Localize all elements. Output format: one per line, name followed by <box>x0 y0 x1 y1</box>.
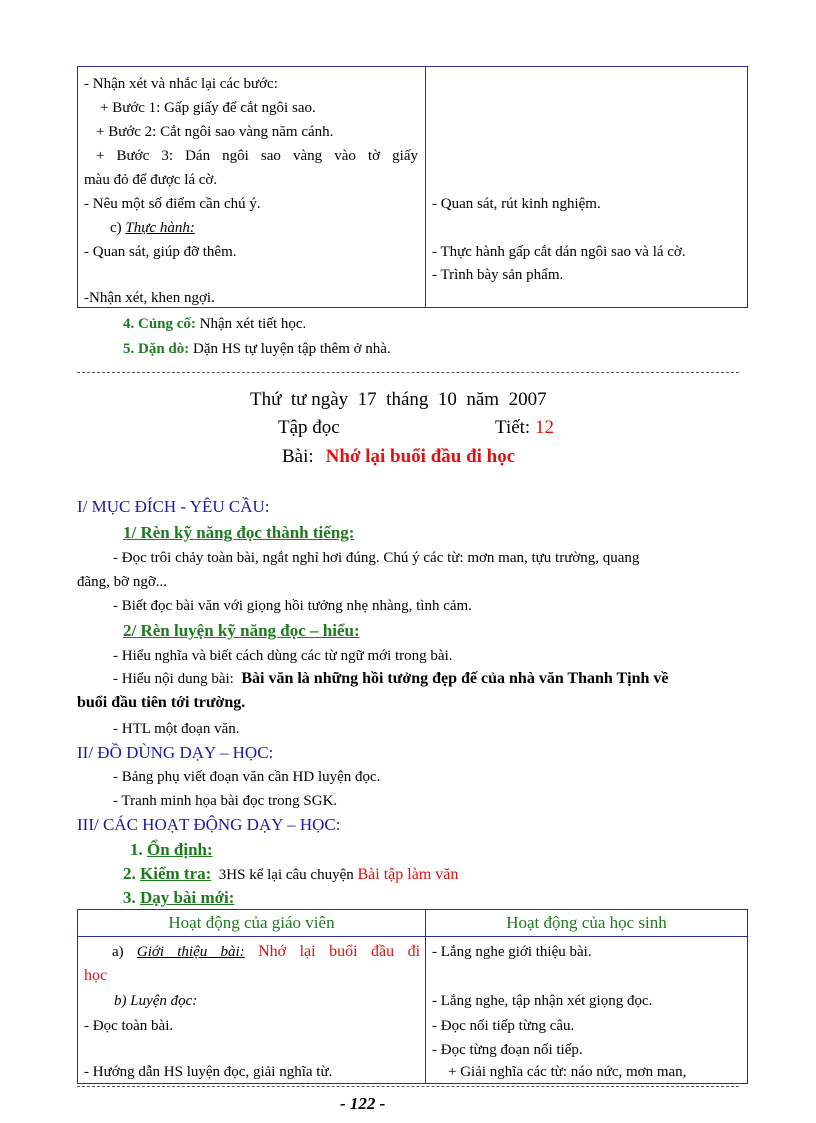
subject-title: Tập đọc <box>278 417 340 438</box>
text-line: + Bước 2: Cắt ngôi sao vàng năm cánh. <box>96 124 334 140</box>
homework-text: Dặn HS tự luyện tập thêm ở nhà. <box>189 341 391 357</box>
text-line: - Quan sát, rút kinh nghiệm. <box>432 196 601 212</box>
item-label: Ổn định: <box>147 840 213 859</box>
section-heading: II/ ĐỒ DÙNG DẠY – HỌC: <box>77 743 274 762</box>
subheading <box>110 219 195 237</box>
intro-label: Giới thiệu bài: <box>136 944 245 960</box>
emphasis-text: buổi đầu tiên tới trường. <box>77 694 246 711</box>
text-line: - Nêu một số điểm cần chú ý. <box>84 196 261 212</box>
agenda-item <box>130 840 213 860</box>
text-line: - Hướng dẫn HS luyện đọc, giải nghĩa từ. <box>84 1064 333 1080</box>
text-line: - Tranh minh họa bài đọc trong SGK. <box>113 793 338 809</box>
label-prefix: c) <box>110 220 126 236</box>
text-line: - Đọc toàn bài. <box>84 1018 174 1034</box>
text-line: + Giải nghĩa các từ: náo nức, mơn man, <box>448 1064 687 1080</box>
item-text: 3HS kể lại câu chuyện <box>211 867 358 883</box>
item-label: Dạy bài mới: <box>140 888 235 907</box>
text-line: - Đọc nối tiếp từng câu. <box>432 1018 575 1034</box>
student-cell <box>426 67 748 308</box>
consolidation-label: 4. Củng cố: <box>123 316 196 332</box>
text-line: -Nhận xét, khen ngợi. <box>84 290 215 306</box>
text-line: + Bước 1: Gấp giấy để cắt ngôi sao. <box>100 100 316 116</box>
page-number: - 122 - <box>340 1094 386 1113</box>
consolidation-line <box>123 315 306 333</box>
text-line: - Đọc từng đoạn nối tiếp. <box>432 1042 583 1058</box>
item-label: Kiểm tra: <box>140 864 212 883</box>
period-value: 12 <box>534 417 554 438</box>
homework-line <box>123 340 391 358</box>
text-line: - Lắng nghe, tập nhận xét giọng đọc. <box>432 993 653 1009</box>
text-line: - Lắng nghe giới thiệu bài. <box>432 944 592 960</box>
text-line <box>113 670 669 688</box>
text-line: - Thực hành gấp cắt dán ngôi sao và lá cờ. <box>432 244 686 260</box>
agenda-item <box>123 888 234 908</box>
lesson-title-ref: Nhớ lại buổi đầu đi <box>244 943 421 960</box>
text-line: - Nhận xét và nhắc lại các bước: <box>84 76 278 92</box>
text-prefix: - Hiểu nội dung bài: <box>113 671 242 687</box>
homework-label: 5. Dặn dò: <box>123 341 190 357</box>
column-header <box>426 910 748 937</box>
text-line: - Trình bày sản phẩm. <box>432 267 564 283</box>
lesson-heading <box>282 446 515 468</box>
practice-label: Thực hành: <box>125 220 195 236</box>
lesson-title: Nhớ lại buổi đầu đi học <box>325 446 516 467</box>
teacher-cell <box>78 937 426 1084</box>
lesson-label: Bài: <box>282 446 314 467</box>
lesson-title-ref: học <box>84 967 108 984</box>
footer-divider <box>77 1086 739 1087</box>
consolidation-text: Nhận xét tiết học. <box>195 316 307 332</box>
item-number: 2. <box>123 864 140 883</box>
period-label: Tiết: <box>495 417 535 438</box>
section-heading: I/ MỤC ĐÍCH - YÊU CẦU: <box>77 497 270 516</box>
period <box>495 417 554 439</box>
text-line: - Quan sát, giúp đỡ thêm. <box>84 244 237 260</box>
item-number: 3. <box>123 888 140 907</box>
column-header-student: Hoạt động của học sinh <box>506 913 667 932</box>
reading-label: b) Luyện đọc: <box>114 993 198 1009</box>
divider <box>77 372 739 373</box>
section-heading: III/ CÁC HOẠT ĐỘNG DẠY – HỌC: <box>77 815 341 834</box>
text-line: - Biết đọc bài văn với giọng hồi tưởng nhẹ nhàng, tình cảm. <box>113 598 472 614</box>
text-line: màu đỏ để được lá cờ. <box>84 172 218 188</box>
column-header <box>78 910 426 937</box>
subsection-heading: 2/ Rèn luyện kỹ năng đọc – hiểu: <box>123 621 360 640</box>
lesson-activity-table <box>77 909 748 1084</box>
text-line: - Đọc trôi chảy toàn bài, ngắt nghỉ hơi đúng. Chú ý các từ: mơn man, tựu trường, quang <box>113 550 640 566</box>
student-cell <box>426 937 748 1084</box>
agenda-item <box>123 864 458 885</box>
subsection-heading: 1/ Rèn kỹ năng đọc thành tiếng: <box>123 523 355 542</box>
item-number: 1. <box>130 840 147 859</box>
text-line: - Bảng phụ viết đoạn văn cần HD luyện đọc. <box>113 769 381 785</box>
text-line: - Hiểu nghĩa và biết cách dùng các từ ngữ mới trong bài. <box>113 648 453 664</box>
teacher-cell <box>78 67 426 308</box>
top-activity-table <box>77 66 748 308</box>
text-line <box>84 943 420 961</box>
text-line: + Bước 3: Dán ngôi sao vàng vào tờ giấy <box>96 148 418 164</box>
emphasis-text: Bài văn là những hồi tưởng đẹp đế của nhà văn Thanh Tịnh về <box>241 670 669 687</box>
text-line: - HTL một đoạn văn. <box>113 721 240 737</box>
text-line: đãng, bỡ ngỡ... <box>77 574 168 590</box>
lesson-date: Thứ tư ngày 17 tháng 10 năm 2007 <box>250 389 547 410</box>
column-header-teacher: Hoạt động của giáo viên <box>168 913 335 932</box>
label-prefix: a) <box>112 944 137 960</box>
story-title: Bài tập làm văn <box>357 866 459 883</box>
